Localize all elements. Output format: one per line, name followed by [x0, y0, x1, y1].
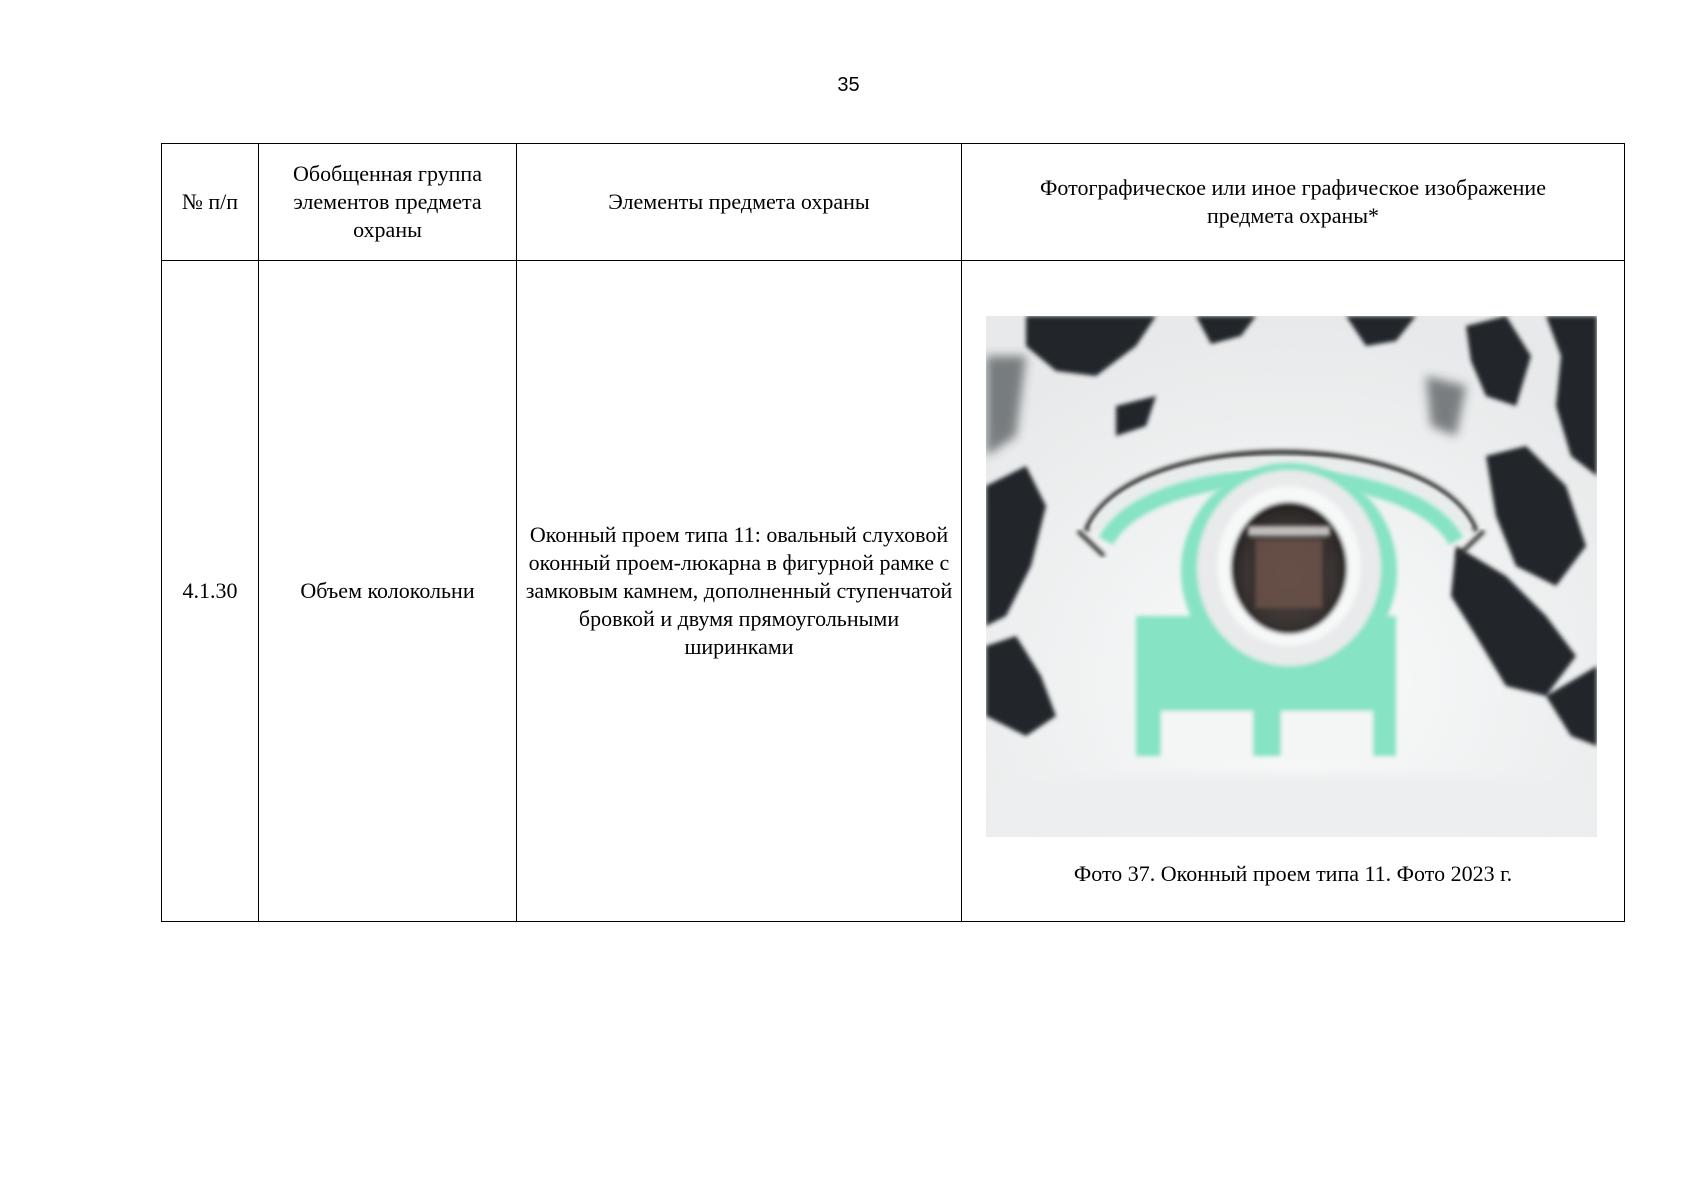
table-row	[162, 261, 1625, 922]
header-elements: Элементы предмета охраны	[517, 144, 962, 261]
header-number: № п/п	[162, 144, 259, 261]
row-elements: Оконный проем типа 11: овальный слуховой оконный проем-люкарна в фигурной рамке с замковым камнем, дополненный ступенчатой бровкой и двумя прямоугольными ширинками	[517, 261, 962, 922]
page-number: 35	[837, 74, 860, 96]
row-number: 4.1.30	[162, 261, 259, 922]
row-group: Объем колокольни	[259, 261, 517, 922]
table-header-row	[162, 144, 1625, 261]
dormer-window-photo	[986, 316, 1597, 837]
row-photo-cell	[962, 261, 1625, 922]
heritage-table	[161, 143, 1625, 922]
header-photo: Фотографическое или иное графическое изображение предмета охраны*	[962, 144, 1625, 261]
photo-caption: Фото 37. Оконный проем типа 11. Фото 2023 г.	[1073, 861, 1513, 886]
header-group: Обобщенная группа элементов предмета охраны	[259, 144, 517, 261]
